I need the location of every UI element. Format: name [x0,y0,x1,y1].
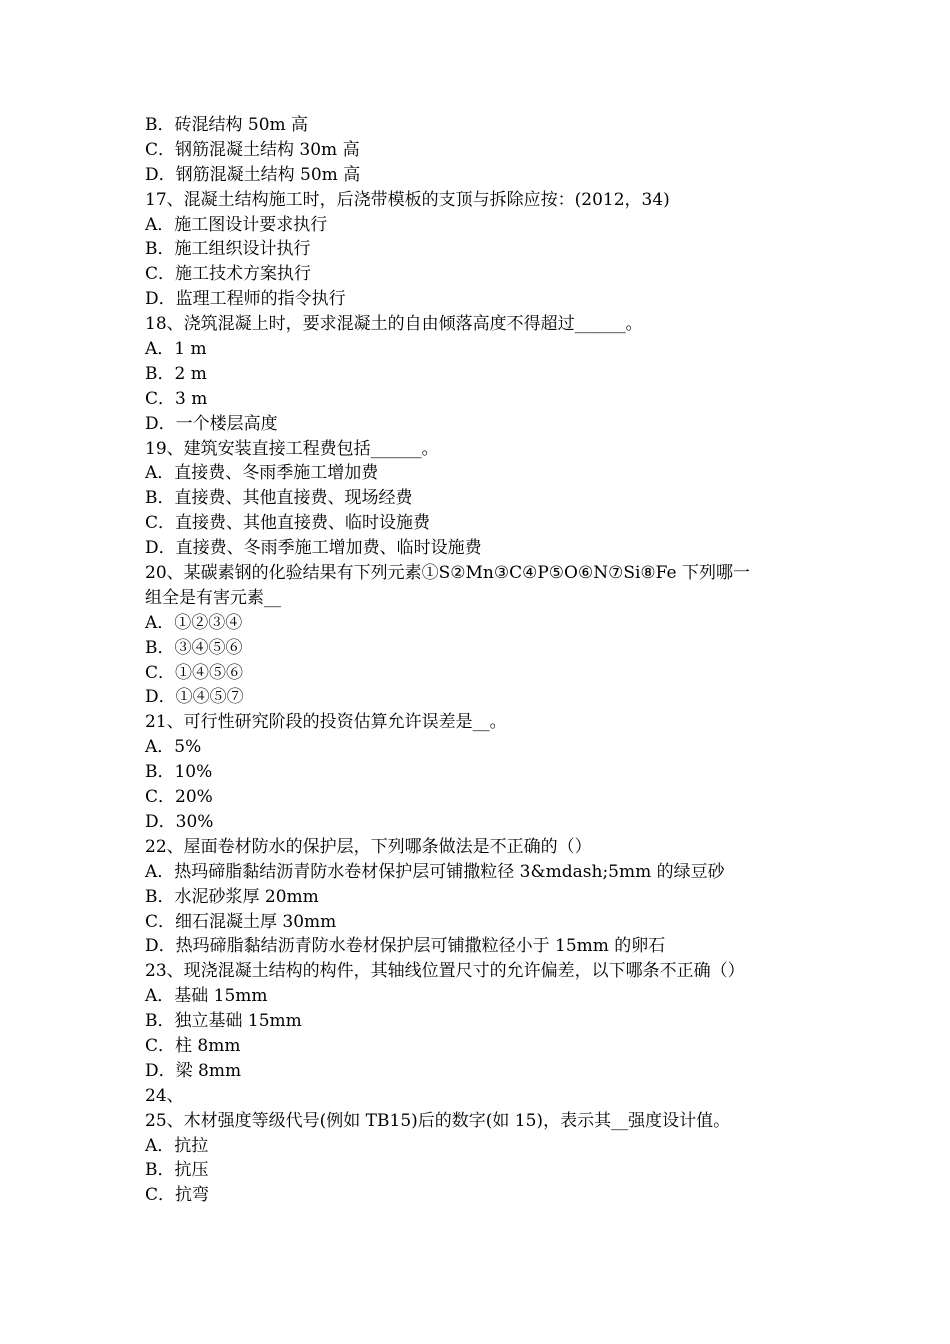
text-line: B．直接费、其他直接费、现场经费 [145,488,413,509]
text-line: B．抗压 [145,1160,209,1181]
text-line: C．施工技术方案执行 [145,264,312,285]
text-line: C．柱 8mm [145,1035,241,1056]
text-line: C．细石混凝土厚 30mm [145,911,337,932]
text-line: 17、混凝土结构施工时，后浇带模板的支顶与拆除应按：(2012，34) [145,189,670,210]
text-line: 20、某碳素钢的化验结果有下列元素①S②Mn③C④P⑤O⑥N⑦Si⑧Fe 下列哪一 [145,563,750,584]
document-body [145,113,815,1208]
text-line: C．直接费、其他直接费、临时设施费 [145,513,431,534]
text-line: A．抗拉 [145,1135,209,1156]
text-line: B．10% [145,762,213,783]
text-line: A．基础 15mm [145,986,268,1007]
text-line: B．水泥砂浆厚 20mm [145,886,319,907]
text-line: D．监理工程师的指令执行 [145,289,346,310]
text-line: 18、浇筑混凝上时，要求混凝土的自由倾落高度不得超过______。 [145,314,643,335]
text-line: D．一个楼层高度 [145,413,278,434]
text-line: C．20% [145,787,213,808]
text-line: C．3 m [145,388,208,409]
text-line: A．直接费、冬雨季施工增加费 [145,463,379,484]
text-line: D．直接费、冬雨季施工增加费、临时设施费 [145,538,482,559]
text-line: 22、屋面卷材防水的保护层，下列哪条做法是不正确的（） [145,836,592,857]
text-line: D．钢筋混凝土结构 50m 高 [145,164,361,185]
text-line: 24、 [145,1085,184,1106]
text-line: D．①④⑤⑦ [145,687,244,708]
text-line: 21、可行性研究阶段的投资估算允许误差是__。 [145,712,507,733]
text-line: D．热玛碲脂黏结沥青防水卷材保护层可铺撒粒径小于 15mm 的卵石 [145,936,666,957]
text-line: D．梁 8mm [145,1060,242,1081]
text-line: 19、建筑安装直接工程费包括______。 [145,438,439,459]
text-line: B．2 m [145,363,207,384]
text-line: B．③④⑤⑥ [145,637,243,658]
text-line: C．①④⑤⑥ [145,662,244,683]
text-line: D．30% [145,811,214,832]
text-line: B．独立基础 15mm [145,1011,302,1032]
text-line: A．施工图设计要求执行 [145,214,328,235]
text-line: B．施工组织设计执行 [145,239,311,260]
text-line: A．1 m [145,339,207,360]
text-line: C．钢筋混凝土结构 30m 高 [145,139,360,160]
text-line: A．5% [145,737,202,758]
text-line: A．①②③④ [145,612,243,633]
text-line: 25、木材强度等级代号(例如 TB15)后的数字(如 15)，表示其__强度设计值。 [145,1110,731,1131]
text-line: B．砖混结构 50m 高 [145,115,309,135]
text-line: 组全是有害元素__ [145,587,281,608]
text-line: 23、现浇混凝土结构的构件，其轴线位置尺寸的允许偏差，以下哪条不正确（） [145,961,745,982]
text-line: A．热玛碲脂黏结沥青防水卷材保护层可铺撒粒径 3&mdash;5mm 的绿豆砂 [145,861,725,882]
text-line: C．抗弯 [145,1185,210,1206]
